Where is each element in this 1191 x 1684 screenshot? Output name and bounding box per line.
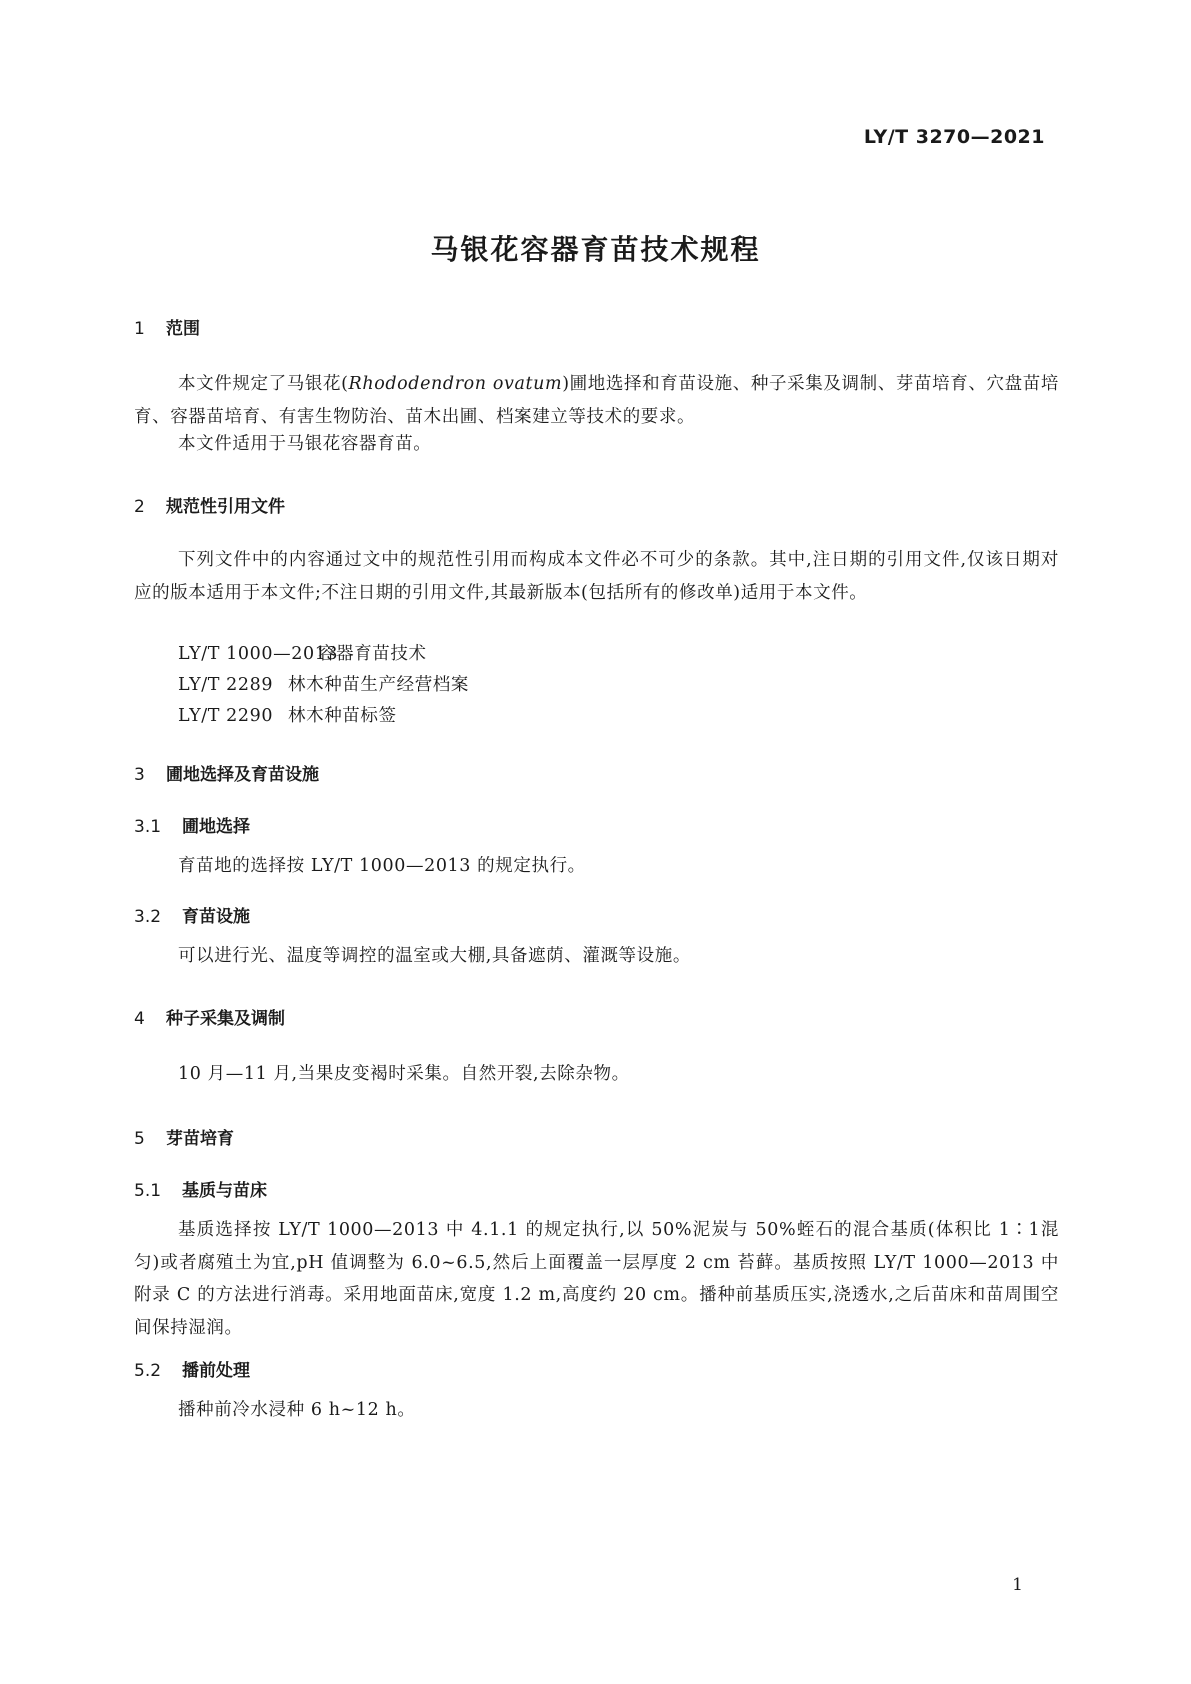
reference-title: 林木种苗生产经营档案	[288, 675, 469, 695]
section-number: 1	[134, 319, 145, 339]
section-5-1-paragraph: 基质选择按 LY/T 1000—2013 中 4.1.1 的规定执行,以 50%泥炭与 50%蛭石的混合基质(体积比 1∶1混匀)或者腐殖土为宜,pH 值调整为 6.0~6.5,然后上面覆盖一层厚度 2 cm 苔藓。基质按照 LY/T 1000—2013 中附录 C 的方法进行消毒。采用地面苗床,宽度 1.2 m,高度约 20 cm。播种前基质压实,浇透水,之后苗床和苗周围空间保持湿润。	[134, 1220, 1059, 1338]
section-title: 基质与苗床	[182, 1181, 267, 1201]
page-number: 1	[1012, 1575, 1023, 1595]
reference-item	[178, 702, 397, 727]
reference-item	[178, 640, 427, 665]
section-title: 育苗设施	[182, 907, 250, 927]
section-number: 3.2	[134, 907, 162, 927]
section-number: 2	[134, 497, 145, 517]
latin-name: Rhododendron ovatum	[348, 374, 563, 394]
section-5-1-heading	[134, 1176, 267, 1201]
para-text: )圃地选择和育苗设施、种子采集及调制、芽苗培育、穴盘苗培育、容器苗培育、有害生物防治、苗木出圃、档案建立等技术的要求。	[134, 374, 1059, 427]
section-1-paragraph-1	[134, 368, 1059, 433]
section-number: 4	[134, 1009, 145, 1029]
section-title: 播前处理	[182, 1361, 250, 1381]
document-title: 马银花容器育苗技术规程	[430, 233, 761, 266]
section-title: 种子采集及调制	[166, 1009, 285, 1029]
section-3-1-paragraph: 育苗地的选择按 LY/T 1000—2013 的规定执行。	[178, 856, 586, 876]
section-number: 3.1	[134, 817, 162, 837]
reference-title: 林木种苗标签	[288, 706, 397, 726]
section-title: 范围	[166, 319, 200, 339]
section-title: 规范性引用文件	[166, 497, 285, 517]
reference-code: LY/T 1000—2013	[178, 644, 339, 664]
section-title: 圃地选择及育苗设施	[166, 765, 319, 785]
section-5-2-paragraph: 播种前冷水浸种 6 h~12 h。	[178, 1400, 416, 1420]
reference-item	[178, 671, 469, 696]
section-3-2-heading	[134, 902, 250, 927]
section-5-heading	[134, 1124, 234, 1149]
para-text: 本文件规定了马银花(	[178, 374, 349, 394]
section-3-2-paragraph: 可以进行光、温度等调控的温室或大棚,具备遮荫、灌溉等设施。	[178, 946, 691, 966]
section-5-2-heading	[134, 1356, 250, 1381]
reference-code: LY/T 2289	[178, 675, 274, 695]
section-number: 3	[134, 765, 145, 785]
section-title: 圃地选择	[182, 817, 250, 837]
section-number: 5.2	[134, 1361, 162, 1381]
reference-code: LY/T 2290	[178, 706, 274, 726]
reference-title: 容器育苗技术	[318, 644, 427, 664]
standard-number: LY/T 3270—2021	[863, 126, 1045, 148]
section-2-heading	[134, 492, 285, 517]
section-4-paragraph: 10 月—11 月,当果皮变褐时采集。自然开裂,去除杂物。	[178, 1064, 630, 1084]
section-1-heading	[134, 314, 200, 339]
section-number: 5	[134, 1129, 145, 1149]
section-number: 5.1	[134, 1181, 162, 1201]
section-title: 芽苗培育	[166, 1129, 234, 1149]
section-1-paragraph-2: 本文件适用于马银花容器育苗。	[178, 434, 432, 454]
section-2-paragraph-1: 下列文件中的内容通过文中的规范性引用而构成本文件必不可少的条款。其中,注日期的引用文件,仅该日期对应的版本适用于本文件;不注日期的引用文件,其最新版本(包括所有的修改单)适用于本文件。	[134, 550, 1059, 603]
section-3-heading	[134, 760, 319, 785]
section-3-1-heading	[134, 812, 250, 837]
section-4-heading	[134, 1004, 285, 1029]
